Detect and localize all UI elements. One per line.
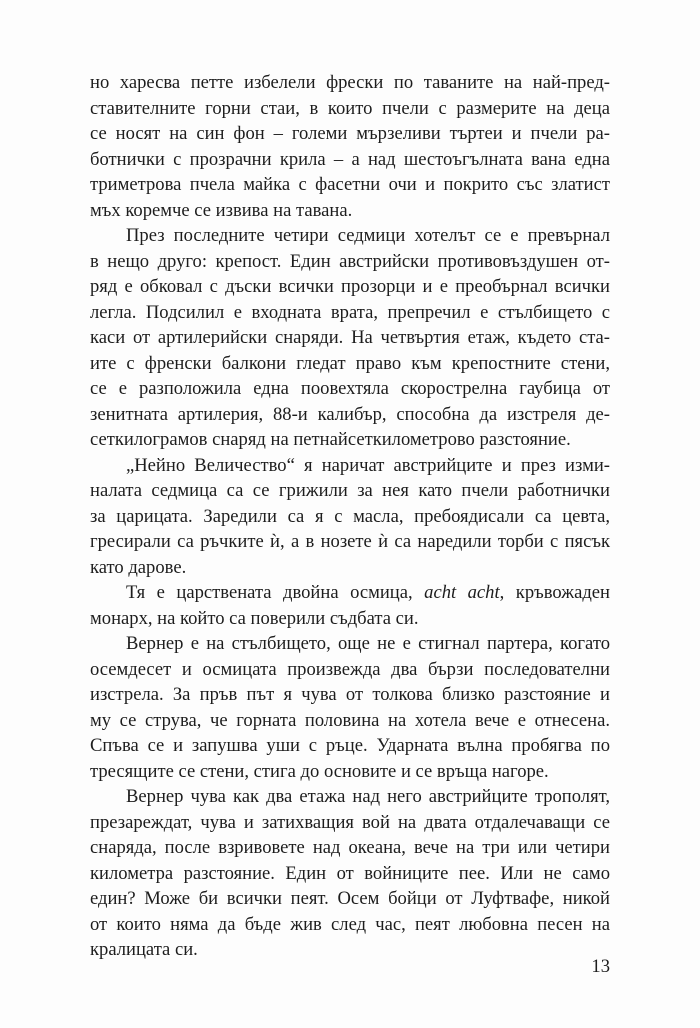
paragraph-1	[90, 70, 610, 223]
text-line: за царицата. Заредили са я с масла, пребоядисали са цевта,	[90, 505, 610, 527]
text-line: осемдесет и осмицата произвежда два бързи последователни	[90, 658, 610, 680]
text-line: зенитната артилерия, 88-и калибър, способна да изстреля де-	[90, 403, 610, 425]
italic-phrase: acht acht	[424, 582, 500, 603]
paragraph-4	[90, 580, 610, 631]
text-line: През последните четири седмици хотелът се е превърнал	[126, 225, 610, 246]
paragraph-5	[90, 631, 610, 784]
paragraph-6	[90, 784, 610, 963]
text-line: се е разположила една поовехтяла скорострелна гаубица от	[90, 378, 610, 399]
text-line: му се струва, че горната половина на хотела вече е отнесена.	[90, 709, 610, 731]
text-line: легла. Подсилил е входната врата, препречил е стълбището с	[90, 301, 610, 323]
paragraph-3	[90, 453, 610, 581]
paragraph-2	[90, 223, 610, 453]
text-line: но харесва петте избелели фрески по таваните на най-пред-	[90, 72, 610, 93]
text-line: ряд е обковал с дъски всички прозорци и е преобърнал всички	[90, 276, 610, 297]
text-line: тресящите се стени, стига до основите и се връща нагоре.	[90, 760, 549, 782]
text-line: километра разстояние. Един от войниците пее. Или не само	[90, 862, 610, 884]
text-line: се носят на син фон – големи мързеливи търтеи и пчели ра-	[90, 123, 610, 144]
text-line: изстрела. За пръв път я чува от толкова близко разстояние и	[90, 684, 610, 705]
text-line: ставителните горни стаи, в които пчели с размерите на деца	[90, 97, 610, 119]
text-line: презареждат, чува и затихващия вой на двата отдалечаващи се	[90, 811, 610, 833]
text-line: гресирали са ръчките ѝ, а в нозете ѝ са наредили торби с пясък	[90, 531, 610, 552]
text-line: ботнички с прозрачни крила – а над шестоъгълната вана една	[90, 148, 610, 170]
text-line: от които няма да бъде жив след час, пеят любовна песен на	[90, 913, 610, 935]
text-line: Спъва се и запушва уши с ръце. Ударната вълна пробягва по	[90, 735, 610, 756]
text-line: Тя е царствената двойна осмица, acht acht, кръвожаден	[126, 582, 610, 603]
text-line: Вернер е на стълбището, още не е стигнал партера, когато	[126, 633, 610, 654]
text-line: ите с френски балкони гледат право към крепостните стени,	[90, 352, 610, 374]
text-line: мъх коремче се извива на тавана.	[90, 199, 353, 221]
text-line: снаряда, после взривовете над океана, вече на три или четири	[90, 837, 610, 858]
text-line: „Нейно Величество“ я наричат австрийците и през изми-	[126, 454, 610, 476]
text-line: триметрова пчела майка с фасетни очи и покрито със златист	[90, 174, 610, 195]
body-text	[90, 70, 610, 963]
text-line: каси от артилерийски снаряди. На четвъртия етаж, където ста-	[90, 327, 610, 348]
text-line: като дарове.	[90, 556, 187, 578]
text-line: в нещо друго: крепост. Един австрийски противовъздушен от-	[90, 250, 610, 272]
text-line: монарх, на който са поверили съдбата си.	[90, 607, 419, 629]
text-line: Вернер чува как два етажа над него австрийците трополят,	[126, 786, 610, 807]
text-line: кралицата си.	[90, 939, 198, 960]
page-number: 13	[591, 956, 610, 977]
text-line: сеткилограмов снаряд на петнайсеткилометрово разстояние.	[90, 429, 571, 450]
text-line: налата седмица са се грижили за нея като пчели работнички	[90, 480, 610, 501]
text-line: един? Може би всички пеят. Осем бойци от Луфтвафе, никой	[90, 888, 610, 909]
